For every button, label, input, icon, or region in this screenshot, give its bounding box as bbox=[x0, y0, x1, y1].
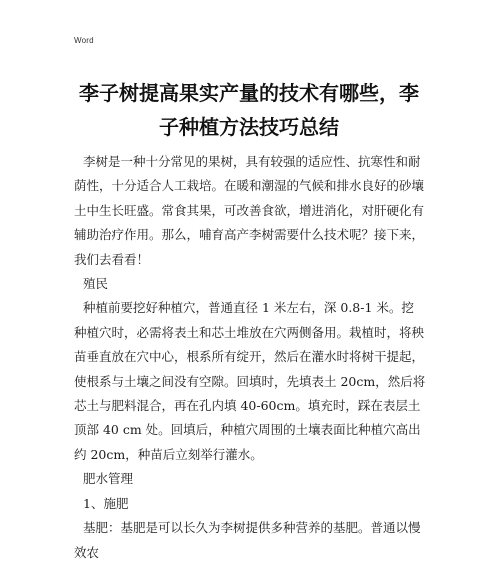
document-title: 李子树提高果实产量的技术有哪些，李子种植方法技巧总结 bbox=[79, 81, 419, 139]
paragraph-base-fertilizer: 基肥：基肥是可以长久为李树提供多种营养的基肥。普通以慢效农 bbox=[74, 520, 421, 560]
paragraph-planting: 种植前要挖好种植穴，普通直径 1 米左右，深 0.8-1 米。挖种植穴时，必需将表土和芯土堆放在穴两侧备用。栽植时，将秧苗垂直放在穴中心，根系所有绽开，然后在灌水时将树干提起，使根系与土壤之间没有空隙。回填时，先填表土 20cm，然后将芯土与肥料混合，再在孔内填 40-60cm。填充时，踩在表层土顶部 40 cm 处。回填后，种植穴周围的土壤表面比种植穴高出约 20cm，种苗后立刻举行灌水。 bbox=[74, 300, 426, 462]
document-body bbox=[74, 150, 426, 565]
header-label: Word bbox=[74, 36, 94, 45]
section-heading-planting: 殖民 bbox=[83, 276, 109, 292]
section-heading-fertilizer-water: 肥水管理 bbox=[83, 471, 134, 487]
paragraph-intro: 李树是一种十分常见的果树，具有较强的适应性、抗寒性和耐荫性，十分适合人工栽培。在暖和潮湿的气候和排水良好的砂壤土中生长旺盛。常食其果，可改善食欲，增进消化，对肝硬化有辅助治疗作用。那么，哺育高产李树需要什么技术呢？接下来，我们去看看！ bbox=[74, 154, 425, 267]
subheading-fertilizing: 1、施肥 bbox=[83, 495, 129, 511]
